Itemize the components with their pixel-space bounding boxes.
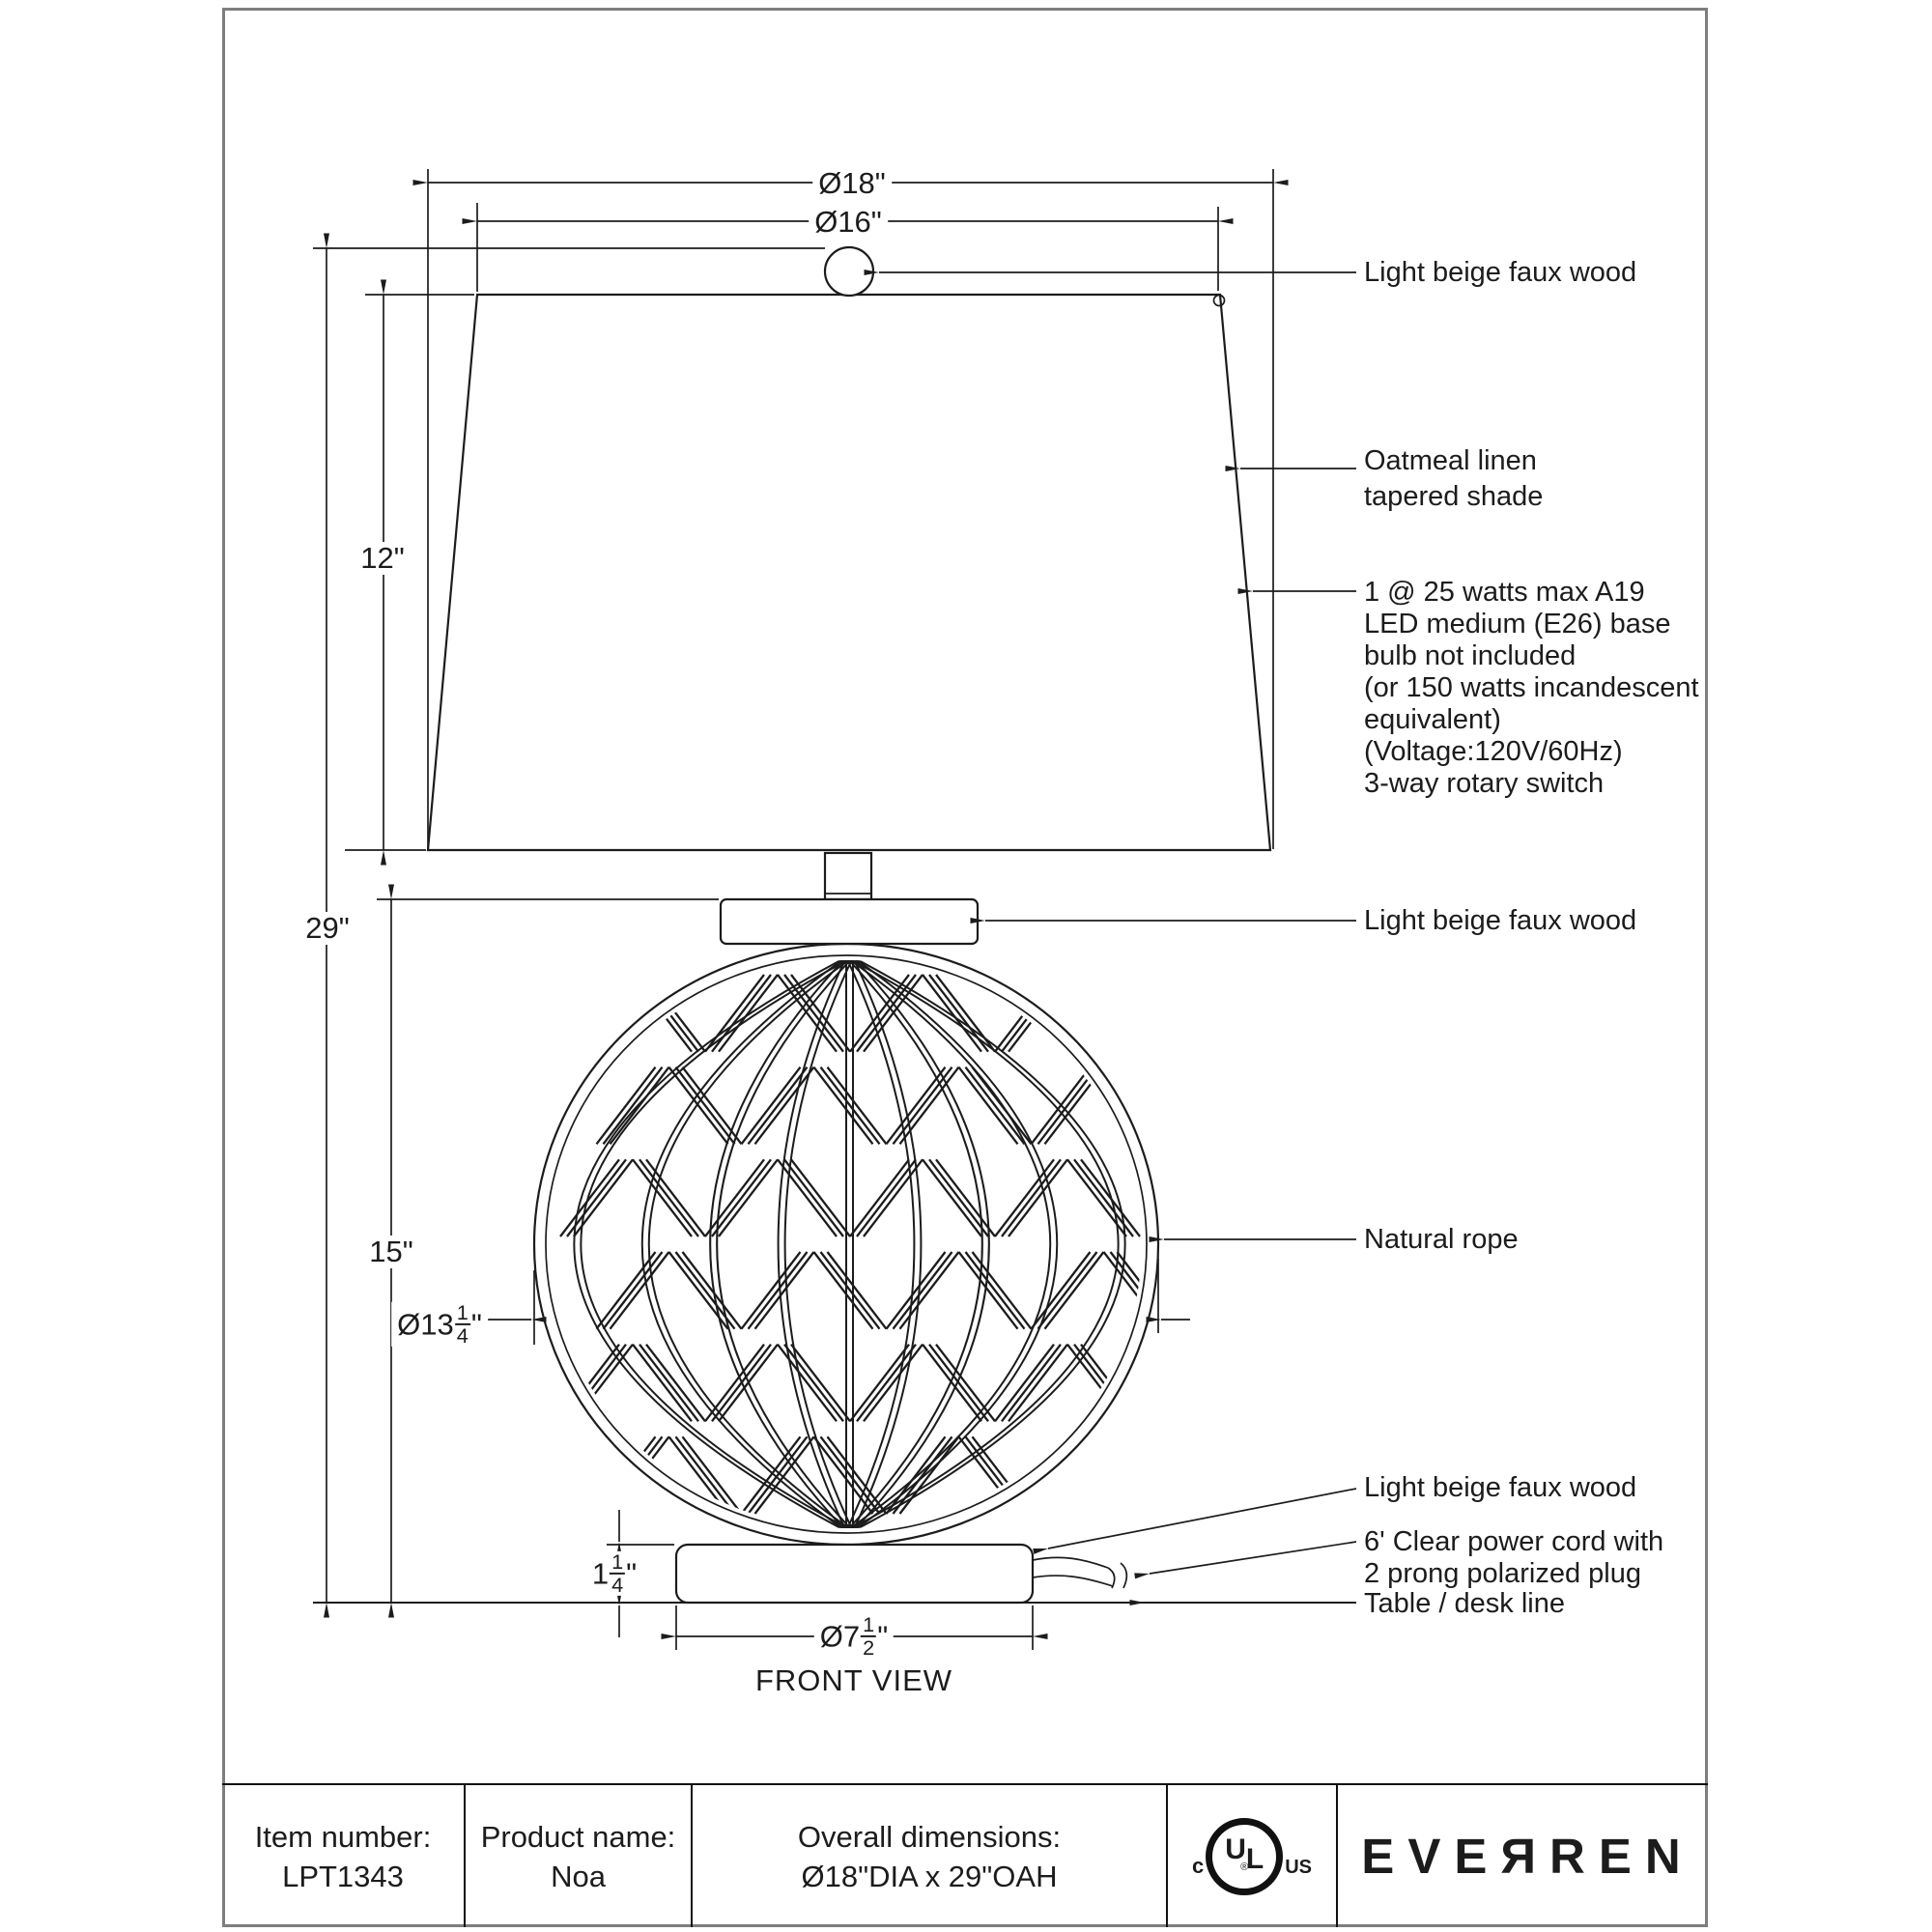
item-number-label: Item number: <box>254 1819 432 1854</box>
lamp-shade <box>428 295 1270 850</box>
ul-c-letter: c <box>1191 1854 1205 1878</box>
title-cell-certification <box>1168 1785 1338 1927</box>
callout-bulb-line: 1 @ 25 watts max A19 <box>1364 577 1645 608</box>
callout-bulb-line: (or 150 watts incandescent <box>1364 672 1699 703</box>
power-cord <box>1033 1557 1126 1588</box>
lamp-neck <box>825 853 871 899</box>
overall-dimensions-label: Overall dimensions: <box>797 1819 1062 1854</box>
faux-wood-base <box>676 1545 1033 1603</box>
callout-body: Natural rope <box>1364 1224 1519 1255</box>
callout-cord <box>1364 1526 1663 1590</box>
title-cell-overall-dimensions <box>693 1785 1168 1927</box>
product-name-label: Product name: <box>480 1819 676 1854</box>
callout-bulb-line: (Voltage:120V/60Hz) <box>1364 736 1623 767</box>
dim-label-shade-height: 12" <box>355 542 411 575</box>
callout-cap: Light beige faux wood <box>1364 905 1637 936</box>
ul-letters: UL <box>1225 1833 1264 1875</box>
callout-shade <box>1364 443 1543 515</box>
ul-circle-icon <box>1206 1818 1283 1895</box>
title-cell-product-name <box>466 1785 693 1927</box>
product-name-value: Noa <box>551 1859 606 1893</box>
dim-label-shade-top-dia: Ø16" <box>809 206 888 239</box>
dim-label-shade-bottom-dia: Ø18" <box>812 167 892 200</box>
title-cell-item-number <box>222 1785 466 1927</box>
title-block <box>222 1783 1708 1927</box>
callout-bulb-line: bulb not included <box>1364 640 1577 671</box>
dim-label-base-dia: Ø7 $\frac{1}{2}$ " <box>814 1614 894 1659</box>
dim-label-body-height: 15" <box>363 1236 419 1268</box>
callout-cord-line2: 2 prong polarized plug <box>1364 1558 1641 1589</box>
callout-bulb-line: equivalent) <box>1364 704 1501 735</box>
faux-wood-cap <box>721 899 978 944</box>
view-label: FRONT VIEW <box>754 1663 953 1697</box>
callout-bulb-line: 3-way rotary switch <box>1364 768 1605 799</box>
rope-ball <box>534 944 1177 1545</box>
callout-base: Light beige faux wood <box>1364 1472 1637 1503</box>
dim-label-base-height: 1 $\frac{1}{4}$ " <box>586 1551 642 1596</box>
ul-us-letters: US <box>1285 1857 1313 1878</box>
callout-bulb <box>1364 577 1699 800</box>
callout-shade-line1: Oatmeal linen <box>1364 445 1537 476</box>
overall-dimensions-value: Ø18"DIA x 29"OAH <box>801 1859 1058 1893</box>
callout-bulb-line: LED medium (E26) base <box>1364 609 1671 639</box>
dim-label-overall-height: 29" <box>299 912 355 945</box>
finial-ball <box>825 247 873 296</box>
cul-us-mark <box>1192 1818 1312 1895</box>
callout-shade-line2: tapered shade <box>1364 481 1544 512</box>
ul-registered-symbol: ® <box>1240 1861 1249 1873</box>
title-cell-brand <box>1338 1785 1708 1927</box>
brand-logo: EVEЯREN <box>1361 1829 1694 1884</box>
item-number-value: LPT1343 <box>282 1859 404 1893</box>
callout-cord-line1: 6' Clear power cord with <box>1364 1526 1664 1557</box>
dim-label-body-dia: Ø13 $\frac{1}{4}$ " <box>391 1302 488 1347</box>
callout-table-line: Table / desk line <box>1364 1588 1565 1619</box>
callout-finial: Light beige faux wood <box>1364 257 1637 288</box>
